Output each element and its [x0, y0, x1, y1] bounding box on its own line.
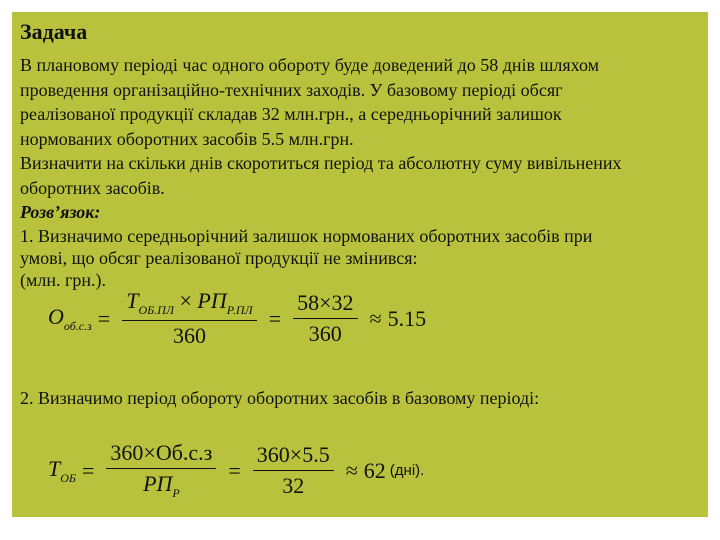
formula2-lhs	[48, 456, 76, 486]
formula1-lhs-var: O	[48, 303, 64, 329]
task-line-4: нормованих оборотних засобів 5.5 млн.грн.	[20, 128, 354, 149]
formula2-frac2-denominator: 32	[282, 473, 305, 498]
formula1-eq-1: =	[97, 305, 111, 331]
formula1-frac1-denominator: 360	[172, 323, 206, 348]
formula2-eq-2: =	[228, 457, 241, 483]
formula1-frac1-numerator	[122, 288, 256, 321]
task-line-1: В плановому періоді час одного обороту буде доведений до 58 днів шляхом	[20, 55, 599, 75]
task-line-6: оборотних засобів.	[20, 177, 165, 198]
step1-line-3: (млн. грн.).	[20, 269, 107, 290]
formula1-t-var: T	[126, 288, 139, 313]
step2-line: 2. Визначимо період обороту оборотних засобів в базовому періоді:	[20, 388, 540, 408]
formula1-frac2-numerator: 58×32	[293, 290, 357, 319]
formula1-eq-2: =	[268, 305, 282, 331]
task-line-5: Визначити на скільки днів скоротиться період та абсолютну суму вивільнених	[20, 153, 622, 173]
formula2-fraction-numeric	[253, 442, 334, 499]
task-line-3: реалізованої продукції складав 32 млн.грн., а середньорічний залишок	[20, 104, 562, 124]
formula1-rp-sub: Р.ПЛ	[226, 303, 253, 317]
formula1-times: ×	[179, 288, 192, 313]
formula2-lhs-var: T	[48, 455, 61, 481]
formula1-fraction-numeric	[293, 290, 357, 347]
step1-line-1: 1. Визначимо середньорічний залишок нормованих оборотних засобів при	[20, 226, 593, 246]
formula1-result: 5.15	[387, 305, 427, 331]
formula1-t-sub: ОБ.ПЛ	[138, 303, 174, 317]
formula1-lhs-sub: об.с.з	[63, 318, 92, 333]
formula2-frac1-denominator	[139, 469, 184, 501]
formula2-eq-1: =	[82, 457, 95, 483]
formula2-rp-var: РП	[143, 471, 173, 496]
formula2-fraction-symbolic	[106, 440, 216, 501]
formula2-approx: ≈	[345, 457, 358, 483]
formula2-frac1-numerator: 360×Об.с.з	[106, 440, 216, 469]
formula1-rp-var: РП	[197, 288, 227, 313]
formula-turnover-period	[48, 440, 424, 501]
task-line-2: проведення організаційно-технічних заходів. У базовому періоді обсяг	[20, 79, 563, 100]
formula1-approx: ≈	[369, 305, 382, 331]
slide-title: Задача	[20, 19, 88, 44]
formula1-lhs	[48, 304, 92, 334]
formula1-frac2-denominator: 360	[308, 321, 342, 346]
formula-avg-balance	[48, 288, 426, 349]
formula2-rp-sub: Р	[172, 486, 180, 500]
formula2-unit: (дні).	[389, 462, 425, 479]
formula2-lhs-sub: ОБ	[60, 470, 76, 485]
formula2-result: 62	[363, 457, 386, 483]
solution-heading: Розв’язок:	[20, 202, 101, 222]
formula2-frac2-numerator: 360×5.5	[253, 442, 334, 471]
step1-line-2: умові, що обсяг реалізованої продукції не змінився:	[20, 247, 418, 268]
formula1-fraction-symbolic	[122, 288, 256, 349]
